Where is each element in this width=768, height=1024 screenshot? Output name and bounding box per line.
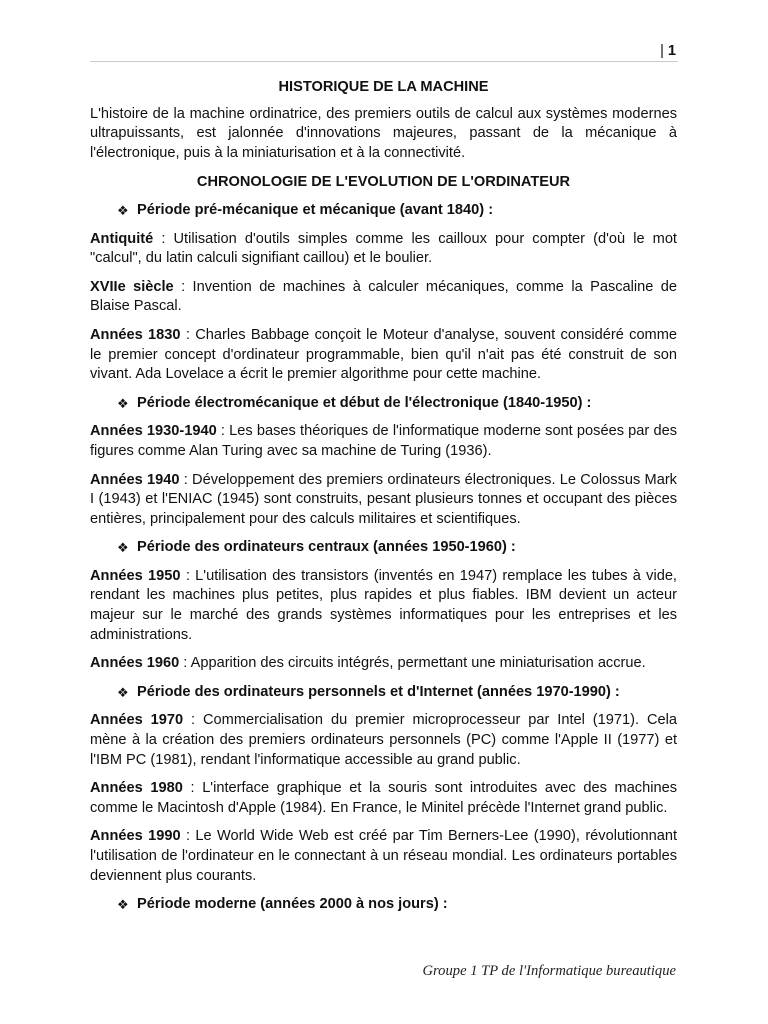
section-heading bbox=[117, 394, 677, 414]
section-heading-text: Période électromécanique et début de l'électronique (1840-1950) : bbox=[137, 394, 592, 411]
timeline-entry bbox=[90, 278, 677, 317]
page-footer: Groupe 1 TP de l'Informatique bureautique bbox=[422, 963, 676, 979]
section bbox=[90, 895, 677, 915]
entry-text: : L'interface graphique et la souris sont introduites avec des machines comme le Macintosh d'Apple (1984). En France, le Minitel précède l'Internet grand public. bbox=[90, 780, 677, 816]
timeline-entry bbox=[90, 654, 677, 674]
entry-text: : Charles Babbage conçoit le Moteur d'analyse, souvent considéré comme le premier concept d'ordinateur programmable, bien qu'il n'ait pas été construit de son vivant. Ada Lovelace a écrit le premier algorithme pour cette machine. bbox=[90, 326, 677, 383]
entry-term: Années 1950 bbox=[90, 567, 181, 584]
section bbox=[90, 201, 677, 385]
entry-term: Années 1970 bbox=[90, 712, 184, 729]
diamond-bullet-icon: ❖ bbox=[117, 395, 129, 411]
page-number: 1 bbox=[667, 43, 676, 59]
header-divider bbox=[90, 61, 678, 62]
timeline-entry bbox=[90, 422, 677, 461]
entry-text: : Utilisation d'outils simples comme les cailloux pour compter (d'où le mot "calcul", du latin calculi signifiant caillou) et le boulier. bbox=[90, 230, 677, 267]
section-heading bbox=[117, 683, 677, 703]
entry-text: : Les bases théoriques de l'informatique moderne sont posées par des figures comme Alan Turing avec sa machine de Turing (1936). bbox=[90, 423, 678, 459]
header-separator: | bbox=[660, 43, 664, 59]
diamond-bullet-icon: ❖ bbox=[117, 897, 129, 913]
entry-term: Antiquité bbox=[90, 230, 154, 247]
entry-term: XVIIe siècle bbox=[90, 278, 174, 295]
entry-term: Années 1960 bbox=[90, 655, 180, 672]
intro-paragraph: L'histoire de la machine ordinatrice, des premiers outils de calcul aux systèmes modernes ultrapuissants, est jalonnée d'innovations majeures, passant de la mécanique à l'électronique, puis à la miniaturisation et à la connectivité. bbox=[90, 105, 677, 161]
entry-text: : Invention de machines à calculer mécaniques, comme la Pascaline de Blaise Pascal. bbox=[90, 278, 678, 315]
entry-term: Années 1940 bbox=[90, 471, 180, 488]
entry-text: : Commercialisation du premier microprocesseur par Intel (1971). Cela mène à la création des premiers ordinateurs personnels (PC) comme l'Apple II (1977) et l'IBM PC (1981), rendant l'informatique accessible au grand public. bbox=[90, 712, 677, 768]
timeline-entry bbox=[90, 471, 677, 530]
section-heading-text: Période moderne (années 2000 à nos jours) : bbox=[137, 896, 448, 913]
timeline-entry bbox=[90, 230, 677, 269]
diamond-bullet-icon: ❖ bbox=[117, 202, 129, 218]
timeline-entry bbox=[90, 567, 677, 645]
section-heading bbox=[117, 201, 677, 221]
section-heading-text: Période des ordinateurs personnels et d'Internet (années 1970-1990) : bbox=[137, 683, 620, 700]
diamond-bullet-icon: ❖ bbox=[117, 540, 129, 556]
entry-term: Années 1990 bbox=[90, 828, 181, 845]
chronology-heading: CHRONOLOGIE DE L'EVOLUTION DE L'ORDINATEUR bbox=[196, 174, 571, 191]
diamond-bullet-icon: ❖ bbox=[117, 684, 129, 700]
section-heading-text: Période pré-mécanique et mécanique (avant 1840) : bbox=[137, 201, 494, 218]
entry-text: : Développement des premiers ordinateurs électroniques. Le Colossus Mark I (1943) et l'ENIAC (1945) sont construits, pesant plusieurs tonnes et occupant des pièces entières, principalement pour des calculs militaires et scientifiques. bbox=[90, 471, 677, 527]
page-header bbox=[660, 42, 676, 60]
section bbox=[90, 538, 677, 674]
timeline-entry bbox=[90, 326, 677, 385]
section bbox=[90, 394, 677, 530]
entry-term: Années 1930-1940 bbox=[90, 423, 217, 440]
timeline-entry bbox=[90, 827, 677, 886]
section-heading-text: Période des ordinateurs centraux (années 1950-1960) : bbox=[137, 539, 516, 556]
section-heading bbox=[117, 895, 677, 915]
entry-text: : Apparition des circuits intégrés, permettant une miniaturisation accrue. bbox=[179, 655, 646, 672]
timeline-entry bbox=[90, 779, 677, 818]
entry-text: : L'utilisation des transistors (inventés en 1947) remplace les tubes à vide, rendant les machines plus petites, plus rapides et plus fiables. IBM devient un acteur majeur sur le marché des grands systèmes informatiques pour les entreprises et les administrations. bbox=[90, 567, 677, 643]
entry-term: Années 1830 bbox=[90, 326, 181, 343]
section bbox=[90, 683, 677, 886]
section-heading bbox=[117, 538, 677, 558]
document-title: HISTORIQUE DE LA MACHINE bbox=[278, 79, 489, 95]
entry-text: : Le World Wide Web est créé par Tim Berners-Lee (1990), révolutionnant l'utilisation de l'ordinateur en le connectant à un réseau mondial. Les ordinateurs portables deviennent plus courants. bbox=[90, 828, 677, 884]
entry-term: Années 1980 bbox=[90, 780, 183, 797]
document-body bbox=[90, 78, 677, 924]
timeline-entry bbox=[90, 711, 677, 770]
